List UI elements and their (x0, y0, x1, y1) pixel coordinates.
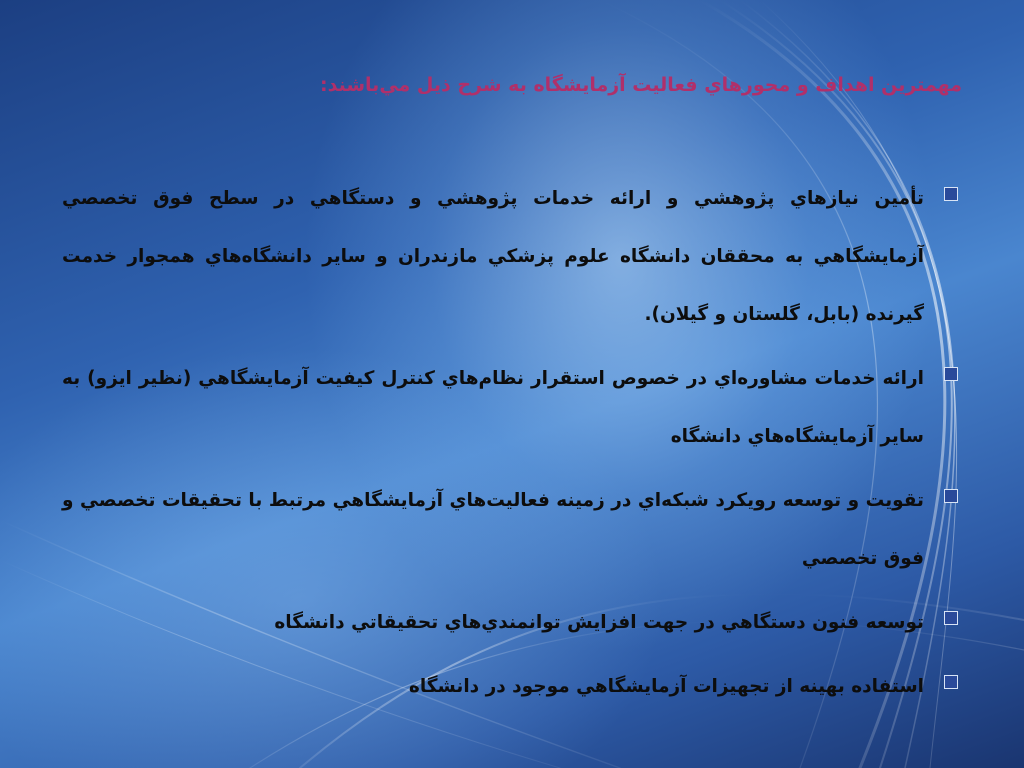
square-bullet-icon (944, 611, 958, 625)
list-item (62, 350, 962, 466)
list-item (62, 594, 962, 652)
slide-title: مهمترين اهداف و محورهاي فعاليت آزمايشگاه به شرح ذيل مي‌باشند: (320, 74, 962, 96)
list-item (62, 170, 962, 344)
list-item (62, 472, 962, 588)
list-item-text: ارائه خدمات مشاوره‌اي در خصوص استقرار نظام‌هاي كنترل كيفيت آزمايشگاهي (نظير ايزو) به ساير آزمايشگاه‌هاي دانشگاه (62, 368, 924, 447)
list-item-text: تأمين نيازهاي پژوهشي و ارائه خدمات پژوهشي و دستگاهي در سطح فوق تخصصي آزمايشگاهي به محققان دانشگاه علوم پزشكي مازندران و ساير دانشگاه‌هاي همجوار خدمت گيرنده (بابل، گلستان و گيلان). (62, 188, 924, 325)
square-bullet-icon (944, 367, 958, 381)
list-item-text: استفاده بهينه از تجهيزات آزمايشگاهي موجود در دانشگاه (408, 676, 924, 697)
list-item (62, 658, 962, 716)
square-bullet-icon (944, 675, 958, 689)
list-item-text: توسعه فنون دستگاهي در جهت افزايش توانمندي‌هاي تحقيقاتي دانشگاه (274, 612, 924, 633)
square-bullet-icon (944, 489, 958, 503)
list-item-text: تقويت و توسعه رويكرد شبكه‌اي در زمينه فعاليت‌هاي آزمايشگاهي مرتبط با تحقيقات تخصصي و فوق تخصصي (62, 490, 924, 569)
bullet-list (62, 170, 962, 722)
square-bullet-icon (944, 187, 958, 201)
